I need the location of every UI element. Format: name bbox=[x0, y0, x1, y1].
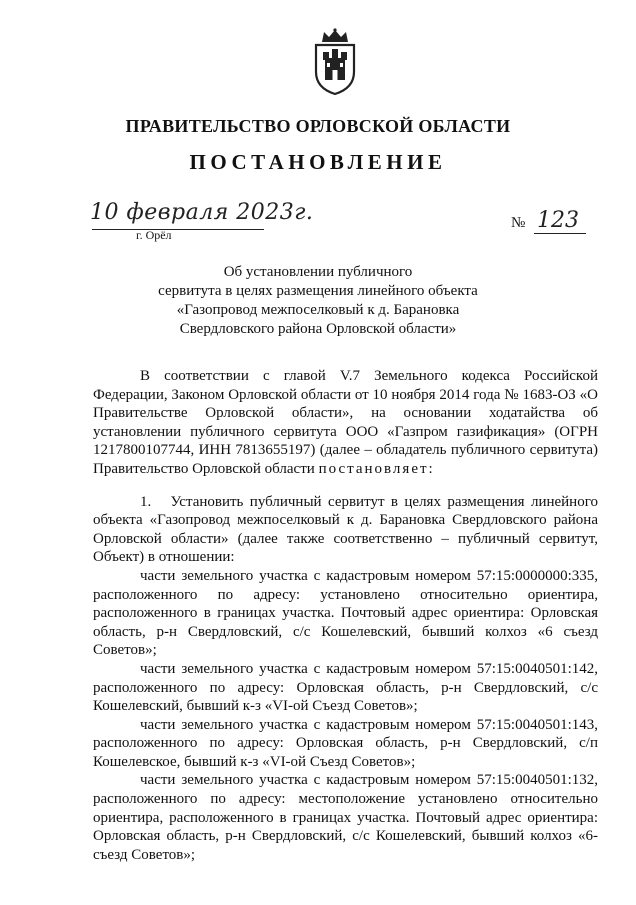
clause-1-paragraph: 1. Установить публичный сервитут в целях размещения линейного объекта «Газопровод межпоселковый к д. Барановка Свердловского района Орловской области» (далее также соответственно – публичный сервитут, Объект) в отношении: bbox=[93, 493, 598, 566]
decree-word: постановляет: bbox=[318, 460, 435, 477]
subject-line: «Газопровод межпоселковый к д. Барановка bbox=[176, 302, 460, 318]
number-underline bbox=[534, 233, 586, 234]
coat-of-arms-emblem bbox=[310, 28, 360, 96]
parcel-paragraph: части земельного участка с кадастровым номером 57:15:0040501:143, расположенного по адресу: Орловская область, р-н Свердловский, с/п Кошелевское, бывший к-з «VI-ой Съезд Советов»; bbox=[93, 716, 598, 770]
subject-line: Об установлении публичного bbox=[223, 264, 413, 280]
parcel-paragraph: части земельного участка с кадастровым номером 57:15:0040501:132, расположенного по адресу: местоположение установлено относительно ориентира, расположенного в границах участка. Почтовый адрес ориентира: Орловская область, р-н Свердловский, с/с Кошелевский, бывший колхоз «6-съезд Советов»; bbox=[93, 772, 598, 863]
parcel-paragraph: части земельного участка с кадастровым номером 57:15:0040501:142, расположенного по адресу: Орловская область, р-н Свердловский, с/с Кошелевский, бывший к-з «VI-ой Съезд Советов»; bbox=[93, 660, 598, 715]
city-label: г. Орёл bbox=[136, 228, 172, 242]
preamble-paragraph bbox=[93, 367, 598, 479]
date-underline bbox=[92, 229, 264, 230]
parcel-paragraph: части земельного участка с кадастровым номером 57:15:0000000:335, расположенного по адресу: установлено относительно ориентира, расположенного в границах участка. Почтовый адрес ориентира: Орловская область, р-н Свердловский, с/с Кошелевский, бывший колхоз «6 съезд Советов»; bbox=[93, 567, 598, 659]
preamble-text: В соответствии с главой V.7 Земельного кодекса Российской Федерации, Законом Орловской области от 10 ноября 2014 года № 1683-ОЗ «О Правительстве Орловской области», на основании ходатайства об установлении публичного сервитута ООО «Газпром газификация» (ОГРН 1217800107744, ИНН 7813655197) (далее – обладатель публичного сервитута) Правительство Орловской области bbox=[93, 368, 598, 477]
handwritten-date: 10 февраля 2023г. bbox=[90, 200, 314, 225]
document-body bbox=[93, 367, 598, 864]
document-subject bbox=[0, 263, 636, 339]
subject-line: Свердловского района Орловской области» bbox=[179, 321, 457, 337]
document-type-title: ПОСТАНОВЛЕНИЕ bbox=[189, 150, 447, 174]
handwritten-number: 123 bbox=[537, 208, 579, 233]
government-title: ПРАВИТЕЛЬСТВО ОРЛОВСКОЙ ОБЛАСТИ bbox=[125, 116, 511, 136]
subject-line: сервитута в целях размещения линейного объекта bbox=[158, 283, 478, 299]
number-sign: № bbox=[511, 215, 526, 231]
